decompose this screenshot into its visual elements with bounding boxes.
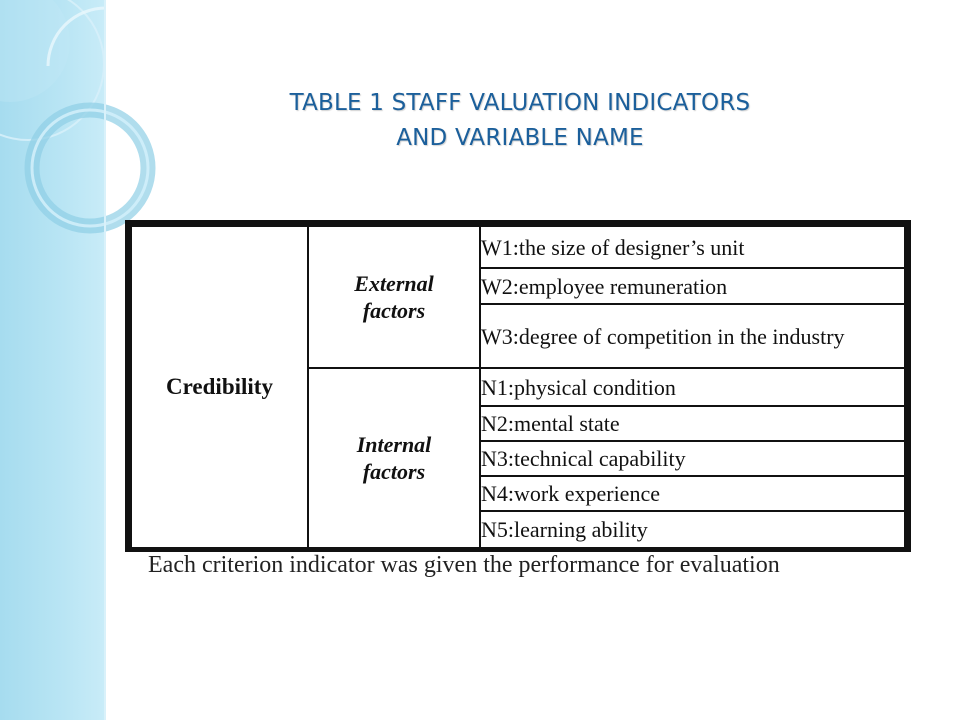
factor-label-external: External factors xyxy=(354,271,434,323)
slide-title-line-1: TABLE 1 STAFF VALUATION INDICATORS xyxy=(289,90,751,116)
indicator-table-frame xyxy=(125,220,911,552)
cropped-caption-line: Each criterion indicator was given the performance for evaluation xyxy=(148,552,780,578)
variable-cell: W2:employee remuneration xyxy=(480,268,905,304)
variable-cell: N1:physical condition xyxy=(480,368,905,406)
slide-title-line-2: AND VARIABLE NAME xyxy=(396,125,644,151)
variable-cell: W3:degree of competition in the industry xyxy=(480,304,905,368)
cropped-caption-text xyxy=(148,548,900,578)
variable-cell: N5:learning ability xyxy=(480,511,905,548)
decorative-rings-graphic xyxy=(0,0,110,260)
slide-title xyxy=(160,86,880,156)
variable-cell: N3:technical capability xyxy=(480,441,905,476)
variable-cell: N4:work experience xyxy=(480,476,905,511)
variable-cell: W1:the size of designer’s unit xyxy=(480,226,905,268)
decorative-side-band xyxy=(0,0,106,720)
factor-cell-external xyxy=(308,226,480,368)
indicator-table xyxy=(130,225,906,549)
factor-cell-internal xyxy=(308,368,480,548)
table-row xyxy=(131,226,905,268)
factor-label-internal: Internal factors xyxy=(356,432,432,484)
variable-cell: N2:mental state xyxy=(480,406,905,441)
dimension-cell: Credibility xyxy=(131,226,308,548)
